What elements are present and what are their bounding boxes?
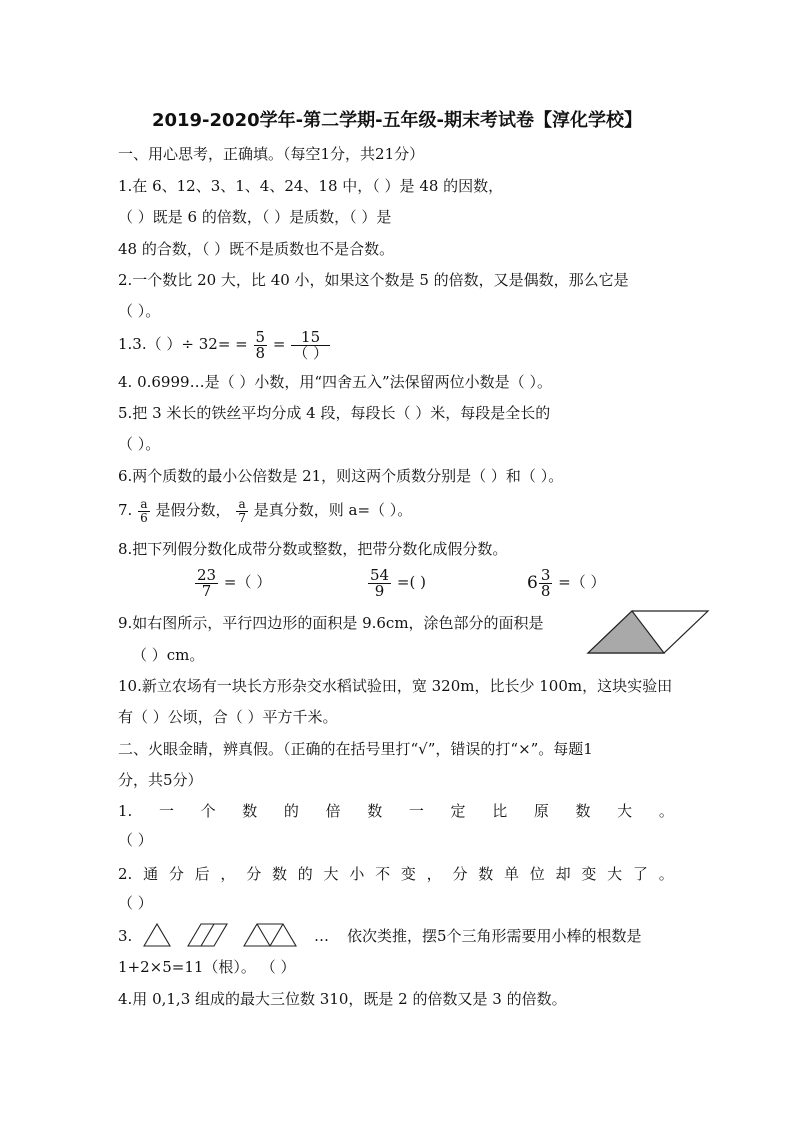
s2-q2-char: 后 bbox=[194, 865, 210, 883]
s2-q2-char: 却 bbox=[555, 865, 571, 883]
s2-q3-line2: 1+2×5=11（根）。 （ ） bbox=[118, 958, 296, 976]
q2-line2: （ ）。 bbox=[118, 302, 161, 320]
q7-mid: 是假分数， bbox=[155, 501, 231, 519]
q8-item-c bbox=[527, 564, 606, 601]
s2-q1-char: 定 bbox=[450, 802, 466, 820]
s2-q1-char: 数 bbox=[242, 802, 258, 820]
s2-q4-line: 4.用 0,1,3 组成的最大三位数 310，既是 2 的倍数又是 3 的倍数。 bbox=[118, 990, 567, 1008]
s2-q2-char: 位 bbox=[529, 865, 545, 883]
s2-q2-char: 通 bbox=[143, 865, 159, 883]
s2-q2-char: 不 bbox=[375, 865, 391, 883]
s2-q1-char: 数 bbox=[575, 802, 591, 820]
q8-b-denominator: 9 bbox=[374, 581, 385, 600]
q3-prefix: 1.3.（ ）÷ 32= = bbox=[118, 335, 248, 353]
q8-c-fraction bbox=[539, 565, 553, 600]
q8-item-a bbox=[194, 564, 271, 600]
q3-f1-denominator: 8 bbox=[255, 343, 266, 362]
triangle-1-icon bbox=[144, 924, 170, 946]
q8-a-numerator: 23 bbox=[197, 565, 217, 584]
section2-heading-line1: 二、火眼金睛，辨真假。（正确的在括号里打“√”，错误的打“×”。每题1 bbox=[118, 740, 593, 758]
q8-instruction: 8.把下列假分数化成带分数或整数，把带分数化成假分数。 bbox=[118, 540, 508, 558]
s2-q2-char: 数 bbox=[478, 865, 494, 883]
s2-q1-char: 一 bbox=[408, 802, 424, 820]
s2-q1-char: 原 bbox=[533, 802, 549, 820]
triangle-3-divider-b bbox=[270, 924, 283, 946]
parallelogram-figure bbox=[586, 608, 712, 656]
s2-q2-char: 分 bbox=[168, 865, 184, 883]
s2-q1-char: 个 bbox=[200, 802, 216, 820]
s2-q2-char: 。 bbox=[658, 865, 674, 883]
triangle-sticks-figure bbox=[142, 921, 302, 949]
q7-f2-denominator: 7 bbox=[238, 510, 246, 525]
s2-q1-line bbox=[118, 801, 674, 821]
triangle-2-divider bbox=[201, 924, 214, 946]
q3-f2-numerator: 15 bbox=[291, 330, 330, 346]
q8-c-numerator: 3 bbox=[540, 565, 551, 584]
s2-q2-char: 2. bbox=[118, 865, 133, 883]
s2-q2-char: 大 bbox=[323, 865, 339, 883]
q8-b-answer: =( ) bbox=[396, 573, 426, 591]
q8-a-answer: =（ ） bbox=[223, 573, 272, 591]
q1-line1: 1.在 6、12、3、1、4、24、18 中，（ ）是 48 的因数， bbox=[118, 177, 504, 195]
q8-c-answer: =（ ） bbox=[558, 573, 606, 591]
q7-fraction-2 bbox=[236, 498, 248, 525]
s2-q1-paren: （ ） bbox=[118, 831, 153, 849]
s2-q1-char: 比 bbox=[492, 802, 508, 820]
s2-q2-char: 小 bbox=[349, 865, 365, 883]
q8-c-denominator: 8 bbox=[540, 581, 551, 600]
q8-a-denominator: 7 bbox=[201, 581, 212, 600]
q7-f1-numerator: a bbox=[138, 498, 150, 512]
s2-q1-char: 一 bbox=[158, 802, 174, 820]
q8-b-numerator: 54 bbox=[370, 565, 390, 584]
s2-q3-text: 依次类推，摆5个三角形需要用小棒的根数是 bbox=[347, 927, 642, 945]
s2-q2-char: 变 bbox=[400, 865, 416, 883]
q2-line1: 2.一个数比 20 大，比 40 小，如果这个数是 5 的倍数，又是偶数，那么它是 bbox=[118, 271, 629, 289]
q8-item-b bbox=[367, 564, 426, 600]
shaded-triangle bbox=[588, 611, 664, 653]
s2-q1-char: 1. bbox=[118, 802, 133, 820]
q3-fraction-2 bbox=[291, 327, 330, 362]
q5-line2: （ ）。 bbox=[118, 435, 161, 453]
q1-line3: 48 的合数，（ ）既不是质数也不是合数。 bbox=[118, 240, 395, 258]
q7-f2-numerator: a bbox=[236, 498, 248, 512]
s2-q2-char: 数 bbox=[271, 865, 287, 883]
s2-q2-char: 分 bbox=[246, 865, 262, 883]
section1-heading: 一、用心思考，正确填。（每空1分，共21分） bbox=[118, 145, 425, 163]
s2-q2-char: ， bbox=[426, 865, 442, 883]
q7-suffix: 是真分数，则 a=（ ）。 bbox=[253, 501, 413, 519]
q3-f2-denominator: （ ） bbox=[293, 343, 328, 362]
q9-line1: 9.如右图所示，平行四边形的面积是 9.6cm，涂色部分的面积是 bbox=[118, 614, 544, 632]
q3-line bbox=[118, 326, 331, 362]
s2-q2-char: 单 bbox=[504, 865, 520, 883]
q7-fraction-1 bbox=[138, 498, 150, 525]
s2-q2-char: ， bbox=[220, 865, 236, 883]
s2-q2-char: 的 bbox=[297, 865, 313, 883]
q3-equals: = bbox=[272, 335, 286, 353]
s2-q2-paren: （ ） bbox=[118, 894, 153, 912]
s2-q3-prefix: 3. bbox=[118, 927, 133, 945]
s2-q2-char: 变 bbox=[581, 865, 597, 883]
q9-line2: （ ）cm。 bbox=[132, 646, 205, 664]
q10-line1: 10.新立农场有一块长方形杂交水稻试验田，宽 320m，比长少 100m，这块实验田 bbox=[118, 677, 673, 695]
q10-line2: 有（ ）公顷，合（ ）平方千米。 bbox=[118, 708, 338, 726]
triangle-3-divider-a bbox=[257, 924, 270, 946]
s2-q1-char: 的 bbox=[283, 802, 299, 820]
q7-prefix: 7. bbox=[118, 501, 133, 519]
q4-line: 4. 0.6999…是（ ）小数，用“四舍五入”法保留两位小数是（ ）。 bbox=[118, 373, 552, 391]
q8-c-whole: 6 bbox=[527, 573, 538, 593]
s2-q2-char: 分 bbox=[452, 865, 468, 883]
section2-heading-line2: 分，共5分） bbox=[118, 771, 203, 789]
q7-line bbox=[118, 493, 412, 527]
q6-line: 6.两个质数的最小公倍数是 21，则这两个质数分别是（ ）和（ ）。 bbox=[118, 467, 564, 485]
page-title: 2019-2020学年-第二学期-五年级-期末考试卷【淳化学校】 bbox=[151, 110, 643, 131]
q8-a-fraction bbox=[195, 565, 218, 600]
q5-line1: 5.把 3 米长的铁丝平均分成 4 段，每段长（ ）米，每段是全长的 bbox=[118, 404, 551, 422]
q3-f1-numerator: 5 bbox=[255, 327, 266, 346]
s2-q3-dots: … bbox=[314, 927, 329, 945]
q8-b-fraction bbox=[368, 565, 391, 600]
s2-q1-char: 大 bbox=[617, 802, 633, 820]
q3-fraction-1 bbox=[254, 327, 268, 362]
q7-f1-denominator: 6 bbox=[140, 510, 148, 525]
s2-q1-char: 。 bbox=[658, 802, 674, 820]
s2-q1-char: 倍 bbox=[325, 802, 341, 820]
triangle-3-icon bbox=[244, 924, 296, 946]
s2-q1-char: 数 bbox=[367, 802, 383, 820]
s2-q2-char: 大 bbox=[607, 865, 623, 883]
s2-q2-char: 了 bbox=[632, 865, 648, 883]
s2-q2-line bbox=[118, 864, 674, 884]
q1-line2: （ ）既是 6 的倍数，（ ）是质数，（ ）是 bbox=[118, 208, 392, 226]
